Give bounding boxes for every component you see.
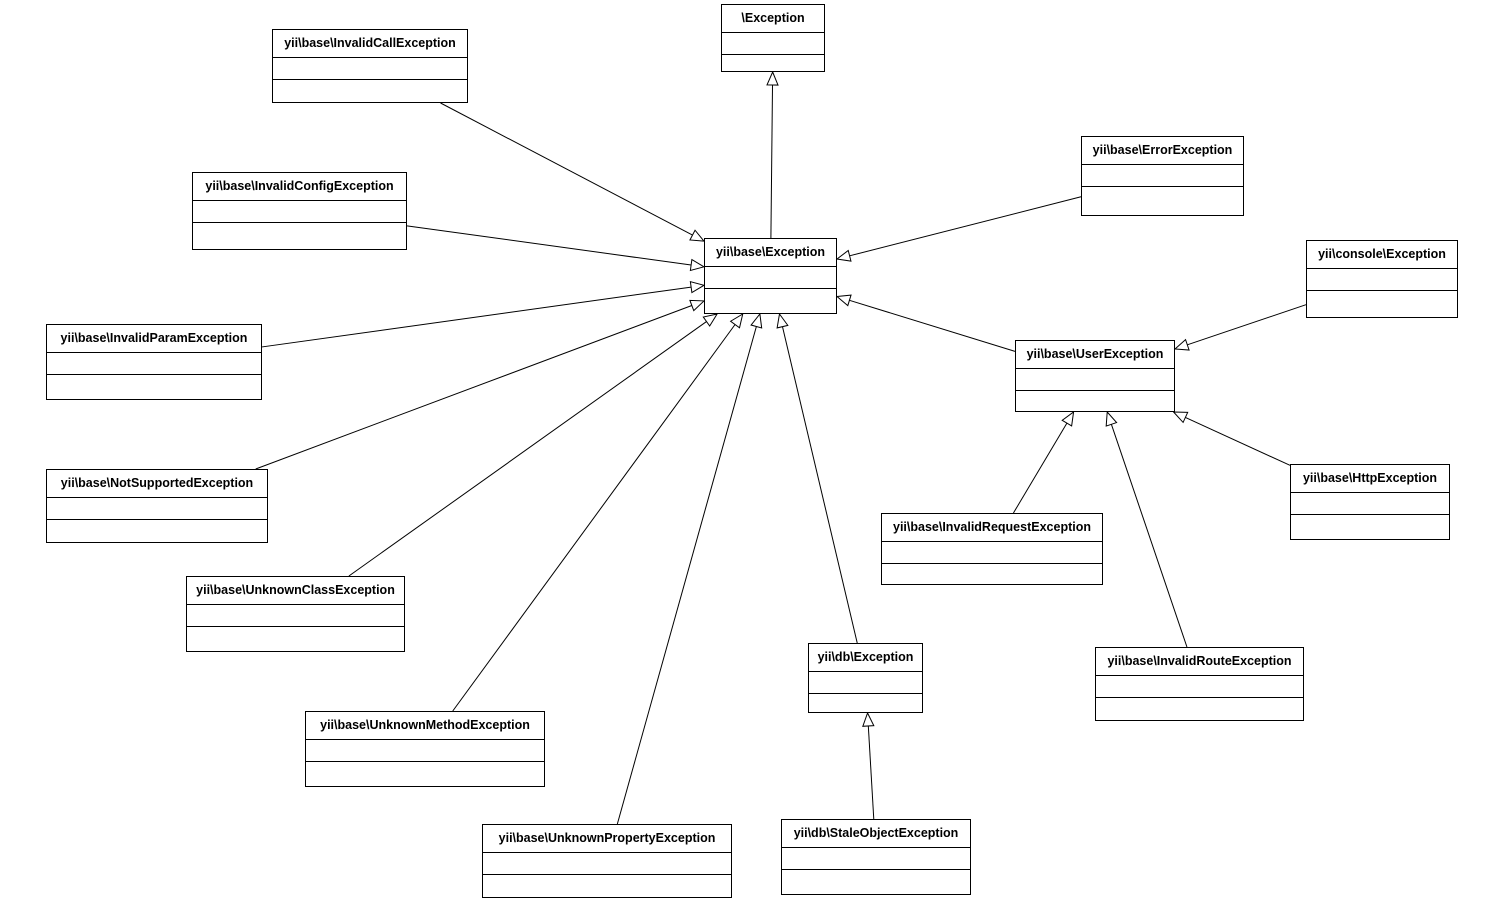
inheritance-edge (256, 300, 704, 469)
generalization-arrowhead (731, 314, 743, 328)
generalization-arrowhead (1106, 412, 1116, 426)
uml-class-operations (187, 627, 404, 649)
uml-class-operations (193, 223, 406, 245)
uml-class-title: yii\base\InvalidCallException (273, 30, 467, 58)
inheritance-edge (262, 282, 704, 347)
uml-class-title: yii\base\HttpException (1291, 465, 1449, 493)
generalization-arrowhead (1175, 340, 1189, 350)
uml-class-operations (1291, 515, 1449, 537)
inheritance-edge (1106, 412, 1187, 647)
uml-class-unknown_property[interactable] (482, 824, 732, 898)
uml-class-invalid_config[interactable] (192, 172, 407, 250)
uml-class-attributes (782, 848, 970, 870)
uml-class-title: yii\base\UnknownClassException (187, 577, 404, 605)
uml-class-attributes (1291, 493, 1449, 515)
uml-class-attributes (1082, 165, 1243, 187)
uml-class-unknown_class[interactable] (186, 576, 405, 652)
inheritance-edge (407, 226, 704, 271)
uml-class-operations (809, 694, 922, 716)
uml-class-attributes (1096, 676, 1303, 698)
inheritance-edge (441, 103, 704, 241)
inheritance-edge (349, 314, 717, 576)
inheritance-edge (863, 713, 874, 819)
uml-class-title: yii\console\Exception (1307, 241, 1457, 269)
uml-class-error_exception[interactable] (1081, 136, 1244, 216)
inheritance-edge (837, 197, 1081, 261)
generalization-arrowhead (690, 282, 704, 293)
uml-class-http_exception[interactable] (1290, 464, 1450, 540)
generalization-arrowhead (837, 250, 851, 261)
uml-class-operations (483, 875, 731, 897)
uml-class-attributes (193, 201, 406, 223)
uml-class-attributes (1307, 269, 1457, 291)
generalization-arrowhead (703, 314, 717, 326)
inheritance-edge (1174, 412, 1290, 465)
uml-class-operations (306, 762, 544, 784)
uml-class-title: yii\base\UnknownMethodException (306, 712, 544, 740)
uml-class-operations (882, 564, 1102, 586)
inheritance-edge (1013, 412, 1073, 513)
uml-class-invalid_param[interactable] (46, 324, 262, 400)
uml-class-title: yii\base\InvalidParamException (47, 325, 261, 353)
inheritance-edge (837, 295, 1015, 351)
uml-class-console_exception[interactable] (1306, 240, 1458, 318)
inheritance-edge (777, 314, 857, 643)
inheritance-edge (767, 72, 778, 238)
uml-class-operations (782, 870, 970, 892)
uml-class-user_exception[interactable] (1015, 340, 1175, 412)
uml-class-attributes (187, 605, 404, 627)
uml-class-attributes (483, 853, 731, 875)
uml-class-operations (722, 55, 824, 77)
uml-class-title: yii\base\InvalidRouteException (1096, 648, 1303, 676)
uml-class-title: yii\base\InvalidConfigException (193, 173, 406, 201)
uml-class-operations (1016, 391, 1174, 413)
uml-class-invalid_request[interactable] (881, 513, 1103, 585)
generalization-arrowhead (1174, 412, 1188, 422)
uml-class-operations (1307, 291, 1457, 313)
uml-class-attributes (273, 58, 467, 80)
inheritance-edge (1175, 305, 1306, 350)
uml-class-yii_base_exception[interactable] (704, 238, 837, 314)
uml-class-title: yii\base\Exception (705, 239, 836, 267)
uml-class-not_supported[interactable] (46, 469, 268, 543)
uml-class-attributes (882, 542, 1102, 564)
uml-class-attributes (809, 672, 922, 694)
inheritance-edge (617, 314, 761, 824)
uml-class-title: yii\base\NotSupportedException (47, 470, 267, 498)
uml-class-db_exception[interactable] (808, 643, 923, 713)
generalization-arrowhead (1062, 412, 1073, 426)
uml-class-attributes (306, 740, 544, 762)
generalization-arrowhead (777, 314, 788, 328)
uml-class-title: yii\db\StaleObjectException (782, 820, 970, 848)
uml-class-operations (1082, 187, 1243, 209)
uml-class-title: yii\db\Exception (809, 644, 922, 672)
uml-class-attributes (705, 267, 836, 289)
generalization-arrowhead (751, 314, 762, 328)
uml-class-title: yii\base\UnknownPropertyException (483, 825, 731, 853)
inheritance-edge (453, 314, 743, 711)
uml-class-attributes (47, 353, 261, 375)
uml-class-exception[interactable] (721, 4, 825, 72)
uml-class-stale_object[interactable] (781, 819, 971, 895)
generalization-arrowhead (690, 300, 704, 310)
uml-class-unknown_method[interactable] (305, 711, 545, 787)
uml-class-title: \Exception (722, 5, 824, 33)
uml-class-attributes (722, 33, 824, 55)
uml-class-operations (47, 375, 261, 397)
uml-class-title: yii\base\InvalidRequestException (882, 514, 1102, 542)
generalization-arrowhead (690, 230, 704, 241)
uml-class-title: yii\base\ErrorException (1082, 137, 1243, 165)
uml-class-operations (1096, 698, 1303, 720)
uml-class-invalid_call[interactable] (272, 29, 468, 103)
uml-class-operations (273, 80, 467, 102)
uml-class-operations (47, 520, 267, 542)
uml-class-attributes (1016, 369, 1174, 391)
generalization-arrowhead (690, 260, 704, 271)
generalization-arrowhead (837, 295, 851, 306)
uml-class-invalid_route[interactable] (1095, 647, 1304, 721)
uml-class-title: yii\base\UserException (1016, 341, 1174, 369)
uml-class-attributes (47, 498, 267, 520)
uml-class-operations (705, 289, 836, 311)
